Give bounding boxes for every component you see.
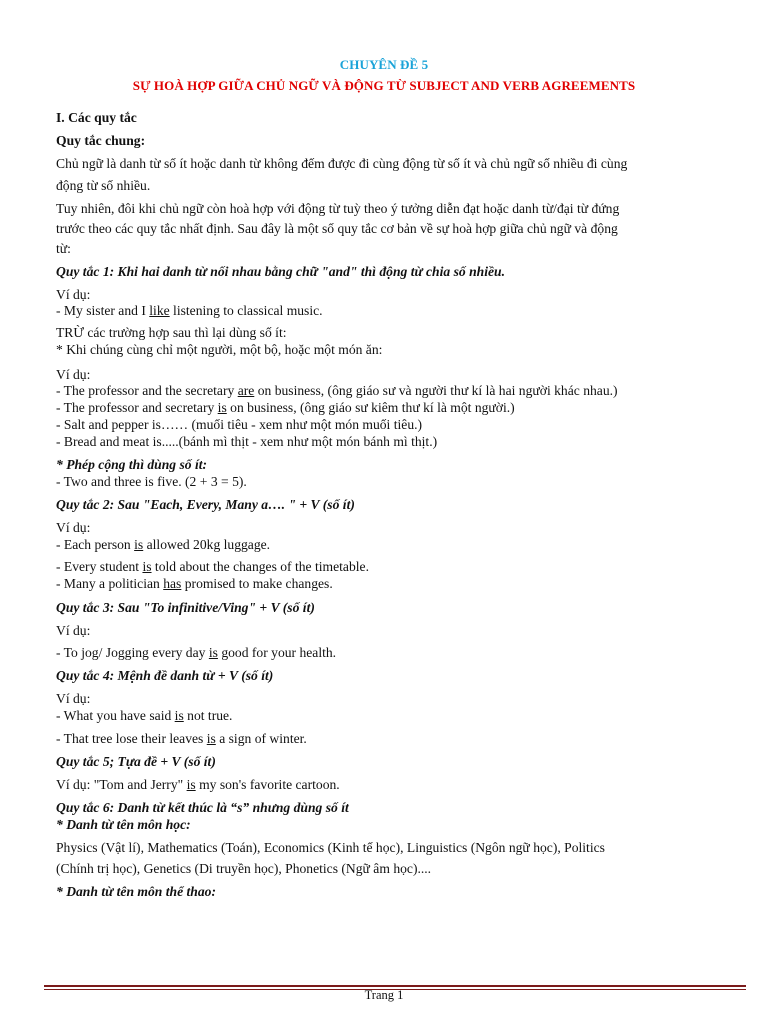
rule-3-example-1 <box>56 644 724 661</box>
rule-1-exception-note: * Khi chúng cùng chỉ một người, một bộ, hoặc một món ăn: <box>56 342 383 357</box>
addition-example: - Two and three is five. (2 + 3 = 5). <box>56 474 247 489</box>
section-heading: I. Các quy tắc <box>56 110 137 125</box>
rule-1-example-2 <box>56 382 724 399</box>
rule-1-example-1 <box>56 302 724 319</box>
text-fragment: - To jog/ Jogging every day <box>56 645 209 660</box>
verb-highlight: is <box>186 777 196 792</box>
subjects-heading: * Danh từ tên môn học: <box>56 817 191 832</box>
text-fragment: - That tree lose their leaves <box>56 731 207 746</box>
rule-1-example-label-2: Ví dụ: <box>56 367 91 382</box>
verb-highlight: is <box>217 400 227 415</box>
subjects-line-2: (Chính trị học), Genetics (Di truyền học), Phonetics (Ngữ âm học).... <box>56 861 432 876</box>
text-fragment: a sign of winter. <box>215 731 307 746</box>
text-fragment: told about the changes of the timetable. <box>151 559 369 574</box>
verb-highlight: has <box>163 576 182 591</box>
page-title: SỰ HOÀ HỢP GIỮA CHỦ NGỮ VÀ ĐỘNG TỪ SUBJECT AND VERB AGREEMENTS <box>132 78 636 93</box>
text-fragment: my son's favorite cartoon. <box>195 777 340 792</box>
verb-highlight: is <box>142 559 152 574</box>
rule-5-example <box>56 776 724 793</box>
verb-highlight: is <box>174 708 184 723</box>
text-fragment: promised to make changes. <box>181 576 333 591</box>
text-fragment: - Each person <box>56 537 135 552</box>
general-paragraph-2-line-3: từ: <box>56 241 71 256</box>
rule-4-example-label: Ví dụ: <box>56 691 91 706</box>
topic-heading: CHUYÊN ĐỀ 5 <box>339 57 429 72</box>
text-fragment: - The professor and the secretary <box>56 383 238 398</box>
rule-6-heading: Quy tắc 6: Danh từ kết thúc là “s” nhưng dùng số ít <box>56 800 349 815</box>
rule-5-heading: Quy tắc 5; Tựa đề + V (số ít) <box>56 754 216 769</box>
subjects-line-1: Physics (Vật lí), Mathematics (Toán), Economics (Kinh tế học), Linguistics (Ngôn ngữ học), Politics <box>56 840 605 855</box>
rule-4-example-2 <box>56 730 724 747</box>
rule-1-example-label: Ví dụ: <box>56 287 91 302</box>
general-paragraph-2-line-2: trước theo các quy tắc nhất định. Sau đây là một số quy tắc cơ bản về sự hoà hợp giữa chủ ngữ và động <box>56 221 618 236</box>
rule-1-exception: TRỪ các trường hợp sau thì lại dùng số ít: <box>56 325 287 340</box>
text-fragment: allowed 20kg luggage. <box>143 537 271 552</box>
rule-2-example-label: Ví dụ: <box>56 520 91 535</box>
text-fragment: - My sister and I <box>56 303 150 318</box>
page-number: Trang 1 <box>364 988 404 1002</box>
text-fragment: - Every student <box>56 559 143 574</box>
addition-heading: * Phép cộng thì dùng số ít: <box>56 457 208 472</box>
footer-divider <box>44 985 746 987</box>
verb-highlight: is <box>206 731 216 746</box>
general-paragraph-1-line-1: Chủ ngữ là danh từ số ít hoặc danh từ không đếm được đi cùng động từ số ít và chủ ngữ số nhiều đi cùng <box>56 156 628 171</box>
rule-2-example-1 <box>56 536 724 553</box>
text-fragment: not true. <box>183 708 233 723</box>
text-fragment: on business, (ông giáo sư kiêm thư kí là một người.) <box>226 400 515 415</box>
text-fragment: on business, (ông giáo sư và người thư kí là hai người khác nhau.) <box>254 383 618 398</box>
rule-4-heading: Quy tắc 4: Mệnh đề danh từ + V (số ít) <box>56 668 274 683</box>
verb-highlight: is <box>208 645 218 660</box>
verb-highlight: are <box>237 383 255 398</box>
verb-highlight: is <box>134 537 144 552</box>
text-fragment: good for your health. <box>217 645 337 660</box>
text-fragment: Ví dụ: "Tom and Jerry" <box>56 777 187 792</box>
rule-2-example-3 <box>56 575 724 592</box>
rule-1-heading: Quy tắc 1: Khi hai danh từ nối nhau bằng chữ "and" thì động từ chia số nhiều. <box>56 264 505 279</box>
rule-2-heading: Quy tắc 2: Sau "Each, Every, Many a…. " + V (số ít) <box>56 497 355 512</box>
text-fragment: - Many a politician <box>56 576 164 591</box>
rule-1-example-4: - Salt and pepper is…… (muối tiêu - xem như một món muối tiêu.) <box>56 417 423 432</box>
general-rule-heading: Quy tắc chung: <box>56 133 146 148</box>
rule-3-heading: Quy tắc 3: Sau "To infinitive/Ving" + V (số ít) <box>56 600 315 615</box>
general-paragraph-2-line-1: Tuy nhiên, đôi khi chủ ngữ còn hoà hợp với động từ tuỳ theo ý tưởng diễn đạt hoặc danh từ/đại từ đứng <box>56 201 620 216</box>
rule-4-example-1 <box>56 707 724 724</box>
sports-heading: * Danh từ tên môn thể thao: <box>56 884 216 899</box>
text-fragment: - What you have said <box>56 708 175 723</box>
general-paragraph-1-line-2: động từ số nhiều. <box>56 178 151 193</box>
text-fragment: listening to classical music. <box>169 303 323 318</box>
rule-3-example-label: Ví dụ: <box>56 623 91 638</box>
verb-highlight: like <box>149 303 170 318</box>
rule-2-example-2 <box>56 558 724 575</box>
rule-1-example-3 <box>56 399 724 416</box>
text-fragment: - The professor and secretary <box>56 400 218 415</box>
rule-1-example-5: - Bread and meat is.....(bánh mì thịt - xem như một món bánh mì thịt.) <box>56 434 438 449</box>
